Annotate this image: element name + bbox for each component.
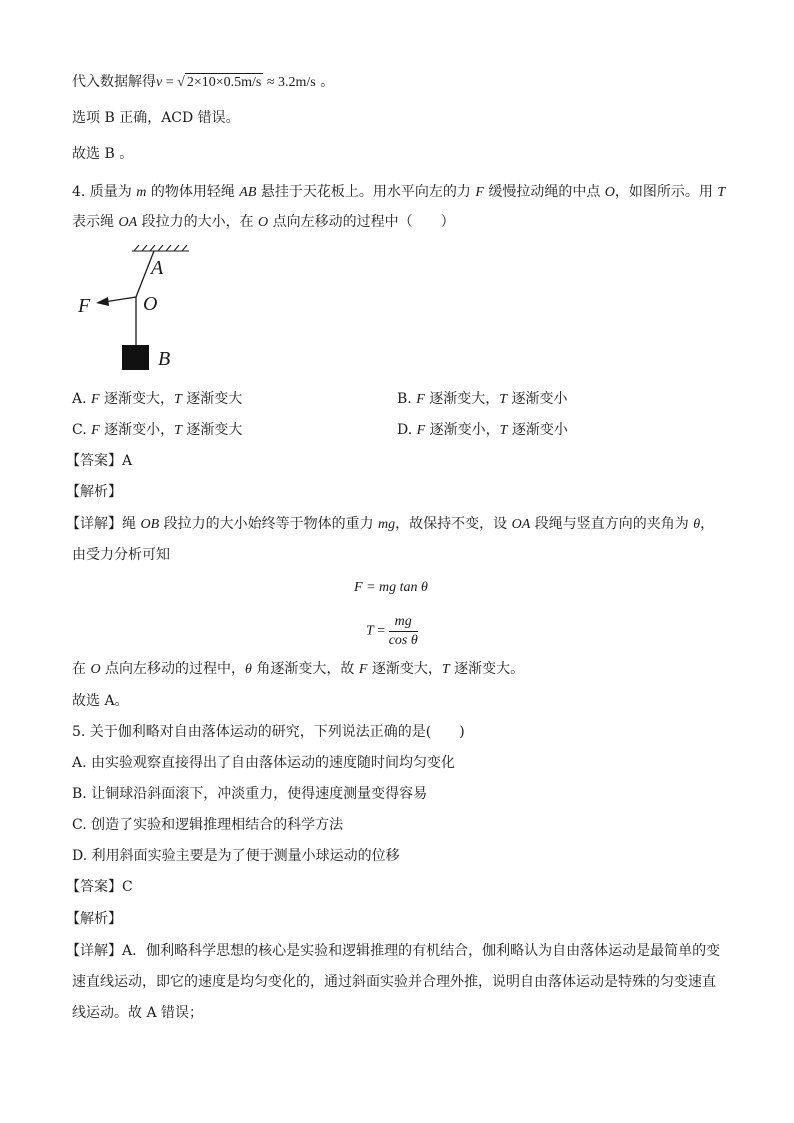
- label-A: A: [151, 257, 164, 279]
- var-O: O: [604, 185, 615, 200]
- var-T: T: [717, 185, 726, 200]
- text: 逐渐变大，: [99, 391, 175, 407]
- text: 段绳与竖直方向的夹角为: [530, 516, 694, 532]
- equals: =: [373, 623, 389, 639]
- ceiling: [132, 245, 189, 251]
- q5-answer-label: 【答案】C: [66, 879, 133, 895]
- text: 角逐渐变大，故: [251, 661, 359, 677]
- q5-detail-line2: 速直线运动，即它的速度是均匀变化的，通过斜面实验并合理外推，说明自由落体运动是特殊的匀变速直: [72, 974, 716, 990]
- q5-option-B[interactable]: B. 让铜球沿斜面滚下，冲淡重力，使得速度测量变得容易: [72, 786, 428, 802]
- period: 。: [315, 74, 335, 90]
- var-O: O: [90, 662, 101, 677]
- var-F: F: [91, 423, 100, 438]
- text: 逐渐变大: [181, 422, 243, 438]
- text: 逐渐变大，: [424, 391, 500, 407]
- text: 逐渐变大，: [367, 661, 442, 677]
- equals: =: [162, 75, 178, 90]
- var-F: F: [358, 662, 368, 677]
- solution-line: 选项 B 正确，ACD 错误。: [72, 110, 240, 126]
- q5-option-C[interactable]: C. 创造了实验和逻辑推理相结合的科学方法: [72, 817, 344, 833]
- q5-analysis-label: 【解析】: [66, 911, 122, 927]
- solution-line-velocity: [72, 72, 334, 93]
- equation-T: [366, 614, 418, 649]
- var-AB: AB: [239, 185, 257, 200]
- text-prefix: 代入数据解得: [72, 74, 156, 90]
- label-F: F: [78, 295, 91, 317]
- numerator: mg: [389, 614, 418, 632]
- denominator: cos θ: [388, 633, 418, 648]
- solution-line: 故选 B 。: [72, 146, 134, 162]
- text: 段拉力的大小始终等于物体的重力: [159, 516, 379, 532]
- text: 点向左移动的过程中，: [100, 661, 246, 677]
- var-OB: OB: [140, 517, 160, 532]
- var-theta: θ: [693, 517, 701, 532]
- text: 段拉力的大小，在: [137, 214, 259, 230]
- option-B[interactable]: [397, 389, 567, 410]
- text: 悬挂于天花板上。用水平向左的力: [256, 184, 476, 200]
- sqrt-radicand: [185, 73, 264, 92]
- text: 在: [72, 661, 91, 677]
- option-D[interactable]: [397, 420, 568, 441]
- text: 逐渐变大: [181, 391, 243, 407]
- text: 的物体用轻绳: [146, 184, 240, 200]
- var-OA: OA: [511, 517, 531, 532]
- var-F: F: [475, 185, 484, 200]
- option-letter: B.: [397, 391, 417, 407]
- var-T: T: [174, 423, 182, 438]
- var-T: T: [499, 392, 508, 407]
- text: 逐渐变小: [507, 391, 568, 407]
- question-4-stem-line1: [72, 182, 725, 203]
- label-B: B: [158, 348, 171, 370]
- question-4-figure: [72, 240, 212, 375]
- equation-F: [354, 580, 428, 596]
- text: 逐渐变小，: [99, 422, 175, 438]
- unit: m/s: [241, 75, 262, 90]
- text: ，故保持不变，设: [395, 516, 512, 532]
- text: 【详解】绳: [66, 516, 141, 532]
- var-F: F: [91, 392, 100, 407]
- var-T: T: [366, 623, 374, 639]
- question-4-stem-line2: [72, 212, 455, 233]
- text: 逐渐变小: [507, 422, 568, 438]
- force-F-arrow: [104, 297, 136, 302]
- option-letter: A.: [72, 391, 92, 407]
- text: ，: [700, 516, 715, 532]
- option-A[interactable]: [72, 389, 242, 410]
- var-T: T: [441, 662, 450, 677]
- approx-value: ≈ 3.2: [263, 75, 296, 90]
- var-theta: θ: [245, 662, 252, 677]
- detail-line1: [66, 514, 714, 535]
- q5-detail-line3: 线运动。故 A 错误；: [72, 1005, 204, 1021]
- label-O: O: [143, 293, 158, 315]
- q5-option-A[interactable]: A. 由实验观察直接得出了自由落体运动的速度随时间均匀变化: [72, 755, 456, 771]
- answer-label: 【答案】A: [66, 453, 133, 469]
- var-T: T: [499, 423, 508, 438]
- var-OA: OA: [118, 215, 138, 230]
- var-mg: mg: [378, 517, 396, 532]
- var-F: F: [416, 392, 425, 407]
- text: 逐渐变大。: [449, 661, 525, 677]
- var-O: O: [258, 215, 269, 230]
- q5-option-D[interactable]: D. 利用斜面实验主要是为了便于测量小球运动的位移: [72, 848, 400, 864]
- var-T: T: [174, 392, 182, 407]
- analysis-label: 【解析】: [66, 484, 122, 500]
- arrow-head-icon: [96, 297, 109, 306]
- option-letter: D.: [397, 422, 417, 438]
- choose-line: 故选 A。: [72, 693, 129, 709]
- text: 缓慢拉动绳的中点: [483, 184, 605, 200]
- option-C[interactable]: [72, 420, 242, 441]
- text: 逐渐变小，: [425, 422, 500, 438]
- fraction: [389, 614, 418, 649]
- unit: m/s: [295, 75, 316, 90]
- equation-rhs: = mg tan θ: [362, 580, 428, 595]
- text: 点向左移动的过程中（ ）: [268, 214, 455, 230]
- var-F: F: [354, 580, 363, 595]
- block-B: [122, 345, 149, 370]
- var-m: m: [136, 185, 147, 200]
- var-v: v: [156, 75, 163, 90]
- option-letter: C.: [72, 422, 92, 438]
- radicand: 2×10×0.5: [186, 75, 242, 90]
- text: ，如图所示。用: [614, 184, 718, 200]
- text: 4. 质量为: [72, 184, 137, 200]
- q5-detail-line1: 【详解】A．伽利略科学思想的核心是实验和逻辑推理的有机结合，伽利略认为自由落体运动是最简单的变: [66, 943, 721, 959]
- question-5-stem: 5. 关于伽利略对自由落体运动的研究，下列说法正确的是( ): [72, 724, 465, 740]
- sqrt-sign: √: [177, 75, 185, 90]
- conclusion-line: [72, 659, 524, 680]
- text: 表示绳: [72, 214, 119, 230]
- var-F: F: [416, 423, 426, 438]
- detail-line2: 由受力分析可知: [72, 547, 170, 563]
